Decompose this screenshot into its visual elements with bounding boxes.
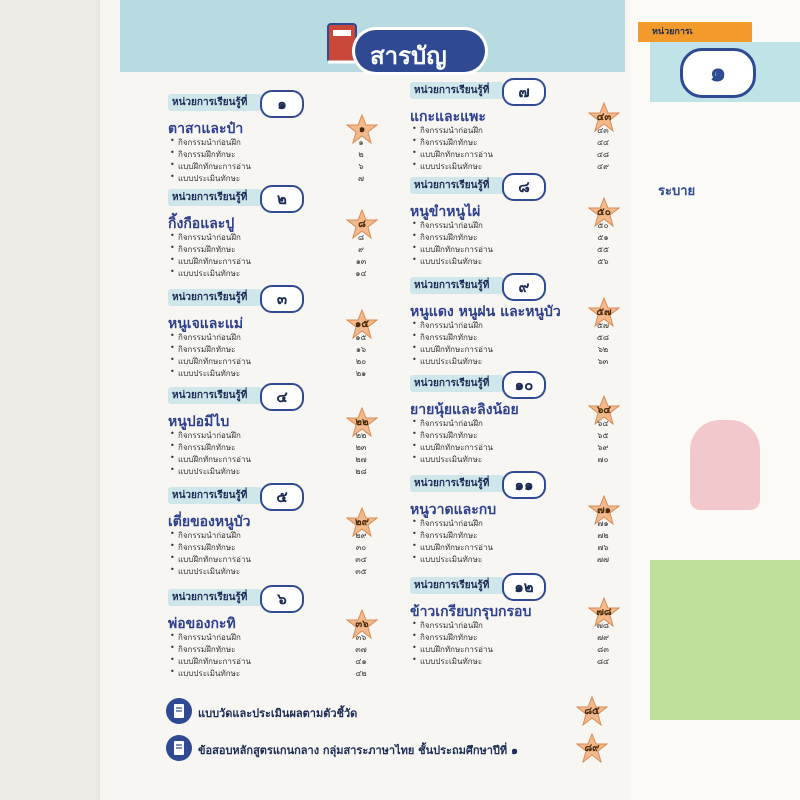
toc-item[interactable] [410, 441, 620, 453]
toc-item-page: ๔๘ [596, 150, 610, 159]
toc-item-page: ๖ [358, 162, 364, 171]
toc-item[interactable] [410, 231, 620, 243]
unit-header [168, 585, 378, 609]
toc-item-label: กิจกรรมนำก่อนฝึก [178, 233, 241, 242]
toc-item-label: แบบประเมินทักษะ [178, 567, 241, 576]
unit-label: หน่วยการเรียนรู้ที่ [168, 94, 262, 111]
toc-item[interactable] [168, 355, 378, 367]
toc-item-label: แบบฝึกทักษะการอ่าน [178, 162, 251, 171]
toc-item[interactable] [410, 517, 620, 529]
toc-item-label: กิจกรรมฝึกทักษะ [420, 138, 478, 147]
toc-item[interactable] [168, 160, 378, 172]
toc-item[interactable] [410, 136, 620, 148]
toc-item-page: ๗๙ [597, 633, 609, 642]
toc-item-page: ๒๗ [355, 455, 367, 464]
unit-label: หน่วยการเรียนรู้ที่ [410, 277, 504, 294]
unit-number: ๒ [260, 185, 304, 213]
toc-item-label: แบบประเมินทักษะ [178, 467, 241, 476]
toc-item[interactable] [168, 565, 378, 577]
pencil-icon [166, 735, 192, 761]
toc-item-label: กิจกรรมนำก่อนฝึก [420, 419, 483, 428]
unit-title[interactable]: ยายนุ้ยและลิงน้อย [410, 402, 519, 418]
toc-item-label: กิจกรรมนำก่อนฝึก [178, 138, 241, 147]
unit-start-page[interactable]: ๔๓ [596, 112, 612, 123]
unit-title[interactable]: หนูแดง หนูฝน และหนูบัว [410, 304, 561, 320]
toc-item-label: กิจกรรมฝึกทักษะ [178, 645, 236, 654]
toc-item-page: ๖๓ [597, 357, 609, 366]
unit-number: ๔ [260, 383, 304, 411]
unit-title[interactable]: หนูเจและแม่ [168, 316, 244, 332]
unit-block [410, 273, 620, 367]
toc-item-page: ๓๕ [355, 567, 367, 576]
toc-item-page: ๘ [357, 233, 365, 242]
unit-number: ๕ [260, 483, 304, 511]
toc-item-label: แบบประเมินทักษะ [178, 269, 241, 278]
unit-block [168, 90, 378, 184]
toc-item-label: กิจกรรมนำก่อนฝึก [178, 531, 241, 540]
toc-item-label: กิจกรรมฝึกทักษะ [178, 345, 236, 354]
toc-item-label: กิจกรรมฝึกทักษะ [420, 333, 478, 342]
unit-start-page[interactable]: ๒๙ [355, 517, 369, 528]
unit-start-page[interactable]: ๒๒ [355, 417, 369, 428]
toc-item-page: ๒๘ [355, 467, 367, 476]
toc-item-label: กิจกรรมนำก่อนฝึก [420, 519, 483, 528]
toc-item[interactable] [168, 529, 378, 541]
toc-item-label: กิจกรรมฝึกทักษะ [420, 633, 478, 642]
toc-item-page: ๔๔ [596, 138, 610, 147]
toc-item-page: ๗๖ [597, 543, 609, 552]
unit-title[interactable]: เตี่ยของหนูบัว [168, 514, 251, 530]
toc-item-page: ๗ [357, 174, 364, 183]
toc-item[interactable] [410, 529, 620, 541]
unit-block [168, 185, 378, 279]
toc-item[interactable] [168, 643, 378, 655]
footer-text: แบบวัดและประเมินผลตามตัวชี้วัด [198, 707, 358, 720]
toc-item[interactable] [168, 331, 378, 343]
toc-item-label: กิจกรรมนำก่อนฝึก [178, 431, 241, 440]
toc-item-label: แบบฝึกทักษะการอ่าน [178, 455, 251, 464]
unit-title[interactable]: กิ้งกือและปู [168, 216, 235, 232]
toc-item-page: ๒๑ [355, 369, 367, 378]
toc-item-page: ๔๓ [597, 126, 609, 135]
unit-number: ๑๒ [502, 573, 546, 601]
unit-header [410, 471, 620, 495]
unit-block [410, 471, 620, 565]
toc-item-page: ๒๐ [355, 357, 367, 366]
ground-illustration [650, 560, 800, 720]
toc-item-label: แบบประเมินทักษะ [420, 455, 483, 464]
unit-number: ๖ [260, 585, 304, 613]
toc-item[interactable] [168, 136, 378, 148]
toc-item[interactable] [410, 255, 620, 267]
toc-item-label: แบบประเมินทักษะ [420, 657, 483, 666]
unit-label: หน่วยการเรียนรู้ที่ [168, 387, 262, 404]
toc-item[interactable] [168, 655, 378, 667]
toc-item-label: แบบประเมินทักษะ [178, 669, 241, 678]
toc-item-label: แบบประเมินทักษะ [420, 555, 483, 564]
toc-item-page: ๖๒ [597, 345, 609, 354]
unit-title[interactable]: ตาสาและป๋า [168, 121, 244, 137]
unit-number: ๑๑ [502, 471, 546, 499]
unit-title[interactable]: พ่อของกะทิ [168, 616, 236, 632]
footer-page: ๘๙ [584, 743, 600, 754]
toc-item-label: แบบฝึกทักษะการอ่าน [178, 555, 251, 564]
toc-item-label: กิจกรรมฝึกทักษะ [420, 531, 478, 540]
toc-item-page: ๑๓ [355, 257, 367, 266]
unit-header [168, 285, 378, 309]
toc-item-page: ๕๗ [596, 321, 610, 330]
toc-item-page: ๗๐ [597, 455, 609, 464]
toc-item-label: แบบประเมินทักษะ [420, 162, 483, 171]
unit-start-page[interactable]: ๘ [358, 219, 366, 230]
toc-item[interactable] [168, 367, 378, 379]
toc-item-label: กิจกรรมฝึกทักษะ [178, 443, 236, 452]
toc-item-label: กิจกรรมฝึกทักษะ [178, 245, 236, 254]
toc-item-label: แบบประเมินทักษะ [420, 357, 483, 366]
unit-header [410, 371, 620, 395]
toc-item-label: แบบฝึกทักษะการอ่าน [420, 645, 493, 654]
toc-item-label: แบบฝึกทักษะการอ่าน [420, 245, 493, 254]
unit-label: หน่วยการเรียนรู้ที่ [410, 375, 504, 392]
toc-item[interactable] [168, 148, 378, 160]
toc-item[interactable] [168, 553, 378, 565]
book-icon [325, 22, 359, 66]
toc-item-page: ๕๑ [597, 233, 609, 242]
unit-start-page[interactable]: ๑๕ [355, 319, 369, 330]
unit-label: หน่วยการเรียนรู้ที่ [410, 475, 504, 492]
toc-item-label: แบบฝึกทักษะการอ่าน [420, 150, 493, 159]
unit-header [168, 483, 378, 507]
toc-item-label: แบบประเมินทักษะ [420, 257, 483, 266]
unit-header [410, 573, 620, 597]
toc-item[interactable] [410, 417, 620, 429]
unit-block [168, 285, 378, 379]
toc-item[interactable] [410, 643, 620, 655]
unit-block [168, 383, 378, 477]
toc-item-label: แบบฝึกทักษะการอ่าน [420, 543, 493, 552]
unit-start-page[interactable]: ๕๗ [596, 307, 612, 318]
toc-item-page: ๓๐ [355, 543, 367, 552]
toc-item-page: ๕๘ [596, 333, 610, 342]
unit-header [410, 273, 620, 297]
toc-item[interactable] [410, 541, 620, 553]
toc-item[interactable] [410, 343, 620, 355]
toc-item-page: ๗๘ [596, 621, 610, 630]
toc-item[interactable] [168, 255, 378, 267]
toc-item[interactable] [410, 553, 620, 565]
unit-number: ๗ [502, 78, 546, 106]
unit-title[interactable]: หนูปอมีไบ [168, 414, 230, 430]
toc-item[interactable] [410, 355, 620, 367]
toc-item-label: แบบฝึกทักษะการอ่าน [420, 345, 493, 354]
unit-label: หน่วยการเรียนรู้ที่ [168, 289, 262, 306]
toc-item-label: กิจกรรมฝึกทักษะ [178, 150, 236, 159]
footer-row[interactable] [168, 698, 618, 724]
unit-number: ๘ [502, 173, 546, 201]
toc-item[interactable] [410, 319, 620, 331]
toc-item-page: ๗๑ [597, 519, 609, 528]
toc-item[interactable] [410, 148, 620, 160]
toc-item[interactable] [168, 541, 378, 553]
page-title: สารบัญ [370, 42, 447, 70]
unit-number: ๙ [502, 273, 546, 301]
unit-label: หน่วยการเรียนรู้ที่ [168, 589, 262, 606]
next-page-unit-number: ๑ [680, 48, 756, 98]
toc-item-page: ๘๓ [597, 645, 609, 654]
unit-block [410, 573, 620, 667]
unit-block [410, 78, 620, 172]
unit-block [410, 173, 620, 267]
toc-item[interactable] [168, 343, 378, 355]
unit-label: หน่วยการเรียนรู้ที่ [168, 487, 262, 504]
toc-item-label: กิจกรรมนำก่อนฝึก [420, 126, 483, 135]
toc-item-page: ๗๒ [597, 531, 609, 540]
footer-page: ๘๕ [584, 706, 600, 717]
toc-item[interactable] [410, 655, 620, 667]
toc-item-page: ๓๖ [355, 633, 367, 642]
unit-block [168, 585, 378, 679]
toc-item-page: ๕๕ [596, 245, 610, 254]
toc-item-page: ๖๙ [597, 443, 609, 452]
toc-item-label: กิจกรรมฝึกทักษะ [420, 233, 478, 242]
toc-item-page: ๙ [358, 245, 364, 254]
toc-item[interactable] [410, 124, 620, 136]
unit-title[interactable]: หนูวาดและกบ [410, 502, 497, 518]
toc-item-label: แบบฝึกทักษะการอ่าน [178, 357, 251, 366]
clipboard-icon [166, 698, 192, 724]
toc-item[interactable] [410, 243, 620, 255]
toc-item-page: ๒๒ [355, 431, 367, 440]
toc-item[interactable] [410, 631, 620, 643]
toc-item[interactable] [168, 429, 378, 441]
unit-label: หน่วยการเรียนรู้ที่ [410, 577, 504, 594]
unit-block [168, 483, 378, 577]
toc-item-label: แบบฝึกทักษะการอ่าน [420, 443, 493, 452]
toc-item-page: ๓๔ [355, 555, 367, 564]
toc-item-page: ๔๑ [355, 657, 367, 666]
toc-item-page: ๑๕ [355, 333, 367, 342]
toc-item[interactable] [168, 465, 378, 477]
toc-item[interactable] [168, 267, 378, 279]
toc-item[interactable] [410, 619, 620, 631]
unit-title[interactable]: ข้าวเกรียบกรุบกรอบ [410, 604, 532, 620]
toc-item-page: ๑๖ [355, 345, 367, 354]
unit-title[interactable]: แกะและแพะ [410, 109, 486, 125]
toc-item-page: ๔๒ [355, 669, 367, 678]
toc-item-page: ๓๗ [355, 645, 367, 654]
unit-start-page[interactable]: ๕๐ [597, 207, 611, 218]
unit-number: ๑ [260, 90, 304, 118]
unit-title[interactable]: หนูขำหนูไผ่ [410, 204, 481, 220]
toc-item-label: แบบประเมินทักษะ [178, 369, 241, 378]
toc-item-page: ๒๙ [355, 531, 367, 540]
unit-header [410, 173, 620, 197]
toc-item-page: ๗๗ [596, 555, 610, 564]
next-page-header: หน่วยการเ [638, 22, 752, 42]
toc-item[interactable] [410, 160, 620, 172]
toc-item-label: กิจกรรมนำก่อนฝึก [178, 333, 241, 342]
unit-header [168, 90, 378, 114]
toc-item-page: ๑ [358, 138, 364, 147]
unit-start-page[interactable]: ๗๘ [596, 607, 612, 618]
toc-item[interactable] [168, 631, 378, 643]
unit-label: หน่วยการเรียนรู้ที่ [410, 177, 504, 194]
toc-item-page: ๔๙ [597, 162, 609, 171]
toc-item-page: ๕๖ [597, 257, 609, 266]
toc-item-label: กิจกรรมฝึกทักษะ [178, 543, 236, 552]
unit-start-page[interactable]: ๑ [358, 124, 366, 135]
toc-item-page: ๒ [358, 150, 364, 159]
unit-header [168, 383, 378, 407]
flower-illustration [690, 420, 760, 510]
toc-item-page: ๕๐ [597, 221, 609, 230]
toc-item-label: กิจกรรมนำก่อนฝึก [420, 221, 483, 230]
toc-item-page: ๘๔ [596, 657, 610, 666]
unit-number: ๓ [260, 285, 304, 313]
toc-item-label: กิจกรรมนำก่อนฝึก [420, 621, 483, 630]
unit-start-page[interactable]: ๖๔ [597, 405, 611, 416]
unit-block [410, 371, 620, 465]
toc-item-label: กิจกรรมฝึกทักษะ [420, 431, 478, 440]
toc-item[interactable] [410, 331, 620, 343]
toc-item[interactable] [410, 219, 620, 231]
next-page-subtitle: ระบาย [658, 184, 696, 199]
unit-label: หน่วยการเรียนรู้ที่ [168, 189, 262, 206]
unit-number: ๑๐ [502, 371, 546, 399]
toc-item[interactable] [168, 453, 378, 465]
unit-start-page[interactable]: ๗๑ [597, 505, 611, 516]
toc-item-page: ๖๕ [597, 431, 609, 440]
toc-item-page: ๖๔ [597, 419, 609, 428]
next-page-preview [630, 0, 800, 800]
toc-item-page: ๑๔ [355, 269, 367, 278]
unit-label: หน่วยการเรียนรู้ที่ [410, 82, 504, 99]
unit-header [410, 78, 620, 102]
toc-item-label: กิจกรรมนำก่อนฝึก [420, 321, 483, 330]
toc-item[interactable] [168, 243, 378, 255]
toc-item-label: แบบฝึกทักษะการอ่าน [178, 257, 251, 266]
toc-item[interactable] [168, 172, 378, 184]
footer-text: ข้อสอบหลักสูตรแกนกลาง กลุ่มสาระภาษาไทย ชั้นประถมศึกษาปีที่ ๑ [198, 744, 518, 757]
unit-header [168, 185, 378, 209]
footer-row[interactable] [168, 735, 618, 761]
toc-item[interactable] [168, 231, 378, 243]
toc-item-label: กิจกรรมนำก่อนฝึก [178, 633, 241, 642]
toc-item[interactable] [410, 429, 620, 441]
toc-item-label: แบบฝึกทักษะการอ่าน [178, 657, 251, 666]
toc-item-label: แบบประเมินทักษะ [178, 174, 241, 183]
toc-page [100, 0, 630, 800]
toc-item-page: ๒๓ [355, 443, 367, 452]
toc-item[interactable] [410, 453, 620, 465]
toc-item[interactable] [168, 667, 378, 679]
unit-start-page[interactable]: ๓๖ [355, 619, 369, 630]
toc-item[interactable] [168, 441, 378, 453]
